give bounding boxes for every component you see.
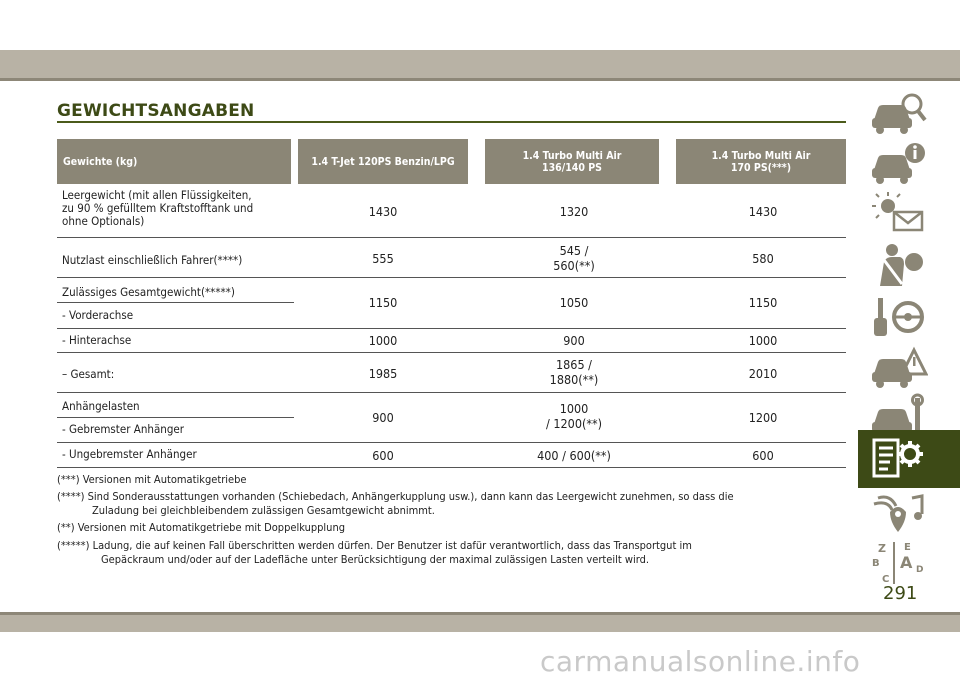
row-divider [57, 467, 846, 468]
cell-nutzlast-3: 580 [752, 251, 774, 266]
cell-anhaenge-1: 900 [372, 410, 394, 425]
multimedia-icon [868, 488, 928, 538]
svg-text:A: A [900, 553, 913, 572]
sidebar-warning-lights[interactable] [858, 184, 960, 242]
cell-zul-gesamt-3: 1150 [748, 295, 778, 310]
row-divider [57, 328, 846, 329]
car-search-icon [868, 88, 928, 138]
cell-hinterachse-2: 900 [563, 333, 585, 348]
bottom-band [0, 615, 960, 632]
cell-gesamt-1: 1985 [368, 366, 398, 381]
row-divider [57, 442, 846, 443]
footnote-options [57, 490, 734, 518]
top-band-line [0, 78, 960, 81]
row-label-vorderachse: - Vorderachse [62, 308, 134, 322]
row-label-gebremst: - Gebremster Anhänger [62, 422, 185, 436]
footnote-automatic: (***) Versionen mit Automatikgetriebe [57, 473, 247, 486]
footnote-options-line2: Zuladung bei gleichbleibendem zulässigen Gesamtgewicht abnimmt. [92, 504, 435, 517]
row-divider [57, 237, 846, 238]
cell-hinterachse-1: 1000 [368, 333, 398, 348]
car-breakdown-icon [868, 342, 928, 392]
header-multiair-140: 1.4 Turbo Multi Air 136/140 PS [485, 139, 659, 184]
row-label-leergewicht: Leergewicht (mit allen Flüssigkeiten, zu 90 % gefülltem Kraftstofftank und ohne Optionals) [62, 188, 254, 228]
cell-leergewicht-3: 1430 [748, 204, 778, 219]
row-label-zul-gesamt: Zulässiges Gesamtgewicht(*****) [62, 285, 235, 299]
cell-zul-gesamt-2: 1050 [559, 295, 589, 310]
row-label-hinterachse: - Hinterachse [62, 333, 132, 347]
row-divider [57, 392, 846, 393]
svg-text:Z: Z [878, 542, 886, 555]
sidebar-technical-data[interactable] [858, 430, 960, 488]
cell-ungebremst-1: 600 [372, 448, 394, 463]
top-margin [0, 0, 960, 50]
svg-text:C: C [882, 574, 890, 585]
svg-text:E: E [904, 542, 911, 553]
section-title: GEWICHTSANGABEN [57, 101, 255, 121]
key-steering-wheel-icon [868, 292, 928, 342]
row-label-anhaengelasten: Anhängelasten [62, 399, 140, 413]
watermark: carmanualsonline.info [540, 645, 861, 678]
cell-ungebremst-2: 400 / 600(**) [537, 448, 611, 463]
cell-leergewicht-1: 1430 [368, 204, 398, 219]
cell-nutzlast-1: 555 [372, 251, 394, 266]
sidebar-safety[interactable] [858, 236, 960, 294]
footnote-load-line2: Gepäckraum und/oder auf der Ladefläche unter Berücksichtigung der maximal zulässigen Lasten verteilt wird. [101, 553, 650, 566]
row-subdivider [57, 417, 294, 418]
row-label-ungebremst: - Ungebremster Anhänger [62, 447, 197, 461]
row-subdivider [57, 302, 294, 303]
car-info-icon [868, 138, 928, 188]
cell-zul-gesamt-1: 1150 [368, 295, 398, 310]
top-band [0, 50, 960, 78]
row-label-gesamt: – Gesamt: [62, 367, 115, 381]
cell-hinterachse-3: 1000 [748, 333, 778, 348]
warning-light-mail-icon [868, 188, 928, 238]
row-divider [57, 277, 846, 278]
cell-gesamt-2: 1865 / 1880(**) [549, 357, 599, 387]
svg-text:D: D [916, 565, 924, 575]
alphabet-index-icon [868, 538, 928, 588]
header-tjet: 1.4 T-Jet 120PS Benzin/LPG [298, 139, 468, 184]
row-divider [57, 352, 846, 353]
footnote-options-line1: (****) Sind Sonderausstattungen vorhanden (Schiebedach, Anhängerkupplung usw.), dann kann das Leergewicht zunehmen, so dass die [57, 490, 734, 503]
specs-gear-icon [868, 434, 928, 484]
footnote-load [57, 539, 692, 567]
footnote-dual-clutch: (**) Versionen mit Automatikgetriebe mit Doppelkupplung [57, 521, 346, 534]
svg-text:B: B [872, 558, 880, 569]
cell-anhaenge-2: 1000 / 1200(**) [546, 401, 602, 431]
cell-nutzlast-2: 545 / 560(**) [553, 243, 595, 273]
cell-ungebremst-3: 600 [752, 448, 774, 463]
row-label-nutzlast: Nutzlast einschließlich Fahrer(****) [62, 253, 243, 267]
title-rule [57, 121, 846, 123]
header-weights: Gewichte (kg) [57, 139, 291, 184]
seatbelt-airbag-icon [868, 240, 928, 290]
cell-gesamt-3: 2010 [748, 366, 778, 381]
cell-anhaenge-3: 1200 [748, 410, 778, 425]
page-number: 291 [883, 583, 918, 604]
footnote-load-line1: (*****) Ladung, die auf keinen Fall überschritten werden dürfen. Der Benutzer ist dafür verantwortlich, dass das Transportgut im [57, 539, 692, 552]
cell-leergewicht-2: 1320 [559, 204, 589, 219]
header-multiair-170: 1.4 Turbo Multi Air 170 PS(***) [676, 139, 846, 184]
